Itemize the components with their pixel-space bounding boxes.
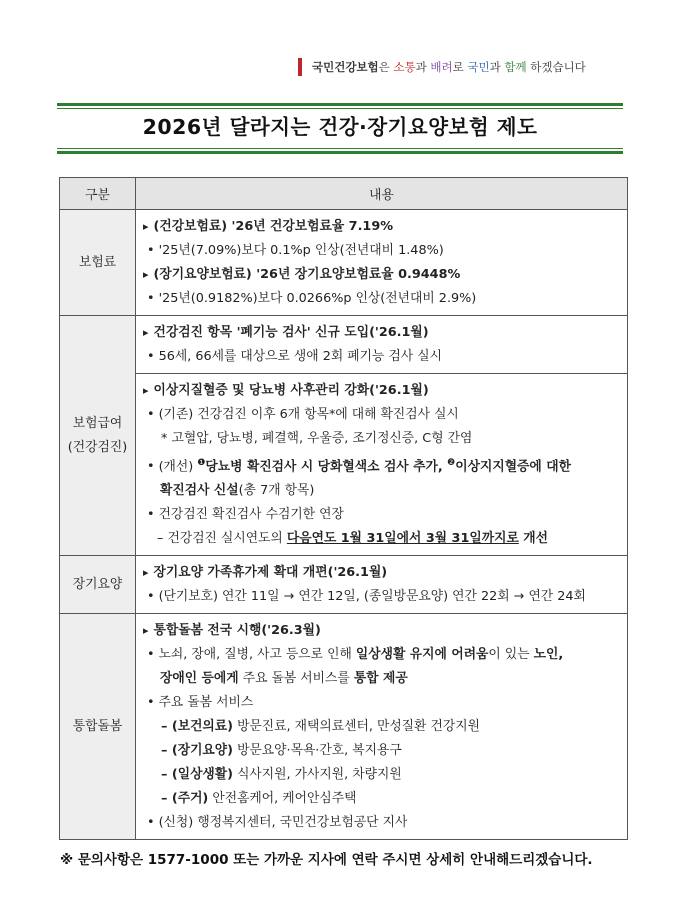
target-difficulty: 일상생활 유지에 어려움 <box>355 647 489 663</box>
followup-improvement-cont <box>143 479 621 503</box>
service-housing-text: 안전홈케어, 케어안심주택 <box>208 791 357 807</box>
target-integrated: 통합 제공 <box>353 671 408 687</box>
total-items: (총 7개 항목) <box>238 483 315 499</box>
deadline-detail <box>143 527 621 551</box>
circle-number-1: ❶ <box>197 458 206 468</box>
service-medical <box>143 715 621 739</box>
ltc-detail: • (단기보호) 연간 11일 → 연간 12일, (종일방문요양) 연간 22회 → 연간 24회 <box>143 585 621 609</box>
lung-test-detail: • 56세, 66세를 대상으로 생애 2회 폐기능 검사 실시 <box>143 345 621 369</box>
category-benefit-line1: 보험급여 <box>72 415 123 431</box>
followup-title: ▸ 이상지질혈증 및 당뇨병 사후관리 강화('26.1월) <box>143 379 621 403</box>
content-premium <box>136 210 628 316</box>
content-integrated <box>136 614 628 840</box>
target-mid: 이 있는 <box>488 647 534 663</box>
slogan-part: 로 <box>452 60 468 74</box>
row-benefit-b <box>60 374 628 556</box>
target-prefix: 노쇠, 장애, 질병, 사고 등으로 인해 <box>158 647 356 663</box>
row-integrated <box>60 614 628 840</box>
improvement-prefix: (개선) <box>158 459 198 475</box>
slogan-keyword-care: 배려 <box>430 60 453 74</box>
premium-ltc-rate: ▸ (장기요양보험료) '26년 장기요양보험료율 0.9448% <box>143 263 621 287</box>
application-info: • (신청) 행정복지센터, 국민건강보험공단 지사 <box>143 811 621 835</box>
service-ltc-label: – (장기요양) <box>161 743 233 759</box>
category-ltc: 장기요양 <box>60 556 136 614</box>
title-inner-border <box>57 108 623 149</box>
services-heading: • 주요 돌봄 서비스 <box>143 691 621 715</box>
page-title: 2026년 달라지는 건강·장기요양보험 제도 <box>142 115 538 139</box>
deadline-prefix: – 건강검진 실시연도의 <box>157 531 287 547</box>
lung-test-title: ▸ 건강검진 항목 '폐기능 검사' 신규 도입('26.1월) <box>143 321 621 345</box>
header-content: 내용 <box>136 178 628 210</box>
followup-improvement <box>143 451 621 479</box>
premium-health-rate: ▸ (건강보험료) '26년 건강보험료율 7.19% <box>143 215 621 239</box>
title-box <box>57 103 623 154</box>
slogan-part: 과 <box>489 60 505 74</box>
slogan-keyword-people: 국민 <box>467 60 490 74</box>
followup-existing: • (기존) 건강검진 이후 6개 항목*에 대해 확진검사 실시 <box>143 403 621 427</box>
premium-ltc-detail: • '25년(0.9182%)보다 0.0266%p 인상(전년대비 2.9%) <box>143 287 621 311</box>
improvement-lipid: 이상지지혈증에 대한 <box>455 459 571 475</box>
deadline-suffix: 개선 <box>518 531 548 547</box>
slogan-keyword-communication: 소통 <box>393 60 416 74</box>
slogan-brand: 국민건강보험 <box>312 60 379 74</box>
content-ltc <box>136 556 628 614</box>
service-housing-label: – (주거) <box>161 791 209 807</box>
improvement-diabetes: 당뇨병 확진검사 시 당화혈색소 검사 추가, <box>205 459 448 475</box>
service-medical-label: – (보건의료) <box>161 719 233 735</box>
content-diabetes-followup <box>136 374 628 556</box>
category-integrated: 통합돌봄 <box>60 614 136 840</box>
slogan-accent-bar <box>298 58 302 76</box>
service-medical-text: 방문진료, 재택의료센터, 만성질환 건강지원 <box>233 719 480 735</box>
policy-table <box>59 177 628 840</box>
integrated-target-cont <box>143 667 621 691</box>
new-confirm-test: 확진검사 신설 <box>160 483 239 499</box>
circle-number-2: ❷ <box>447 458 456 468</box>
integrated-target <box>143 643 621 667</box>
target-disabled: 장애인 등에게 <box>160 671 239 687</box>
service-daily-label: – (일상생활) <box>161 767 233 783</box>
service-housing <box>143 787 621 811</box>
service-daily-text: 식사지원, 가사지원, 차량지원 <box>233 767 402 783</box>
category-benefit <box>60 316 136 556</box>
category-benefit-line2: (건강검진) <box>67 439 128 455</box>
slogan-keyword-together: 함께 <box>504 60 527 74</box>
category-premium: 보험료 <box>60 210 136 316</box>
ltc-title: ▸ 장기요양 가족휴가제 확대 개편('26.1월) <box>143 561 621 585</box>
integrated-title: ▸ 통합돌봄 전국 시행('26.3월) <box>143 619 621 643</box>
deadline-extension: • 건강검진 확진검사 수검기한 연장 <box>143 503 621 527</box>
row-benefit-a <box>60 316 628 374</box>
premium-health-detail: • '25년(7.09%)보다 0.1%p 인상(전년대비 1.48%) <box>143 239 621 263</box>
content-lung-test <box>136 316 628 374</box>
slogan-part: 과 <box>415 60 431 74</box>
slogan-part: 은 <box>378 60 394 74</box>
slogan <box>298 57 638 79</box>
slogan-text <box>312 59 586 75</box>
target-elderly: 노인, <box>533 647 564 663</box>
target-services: 주요 돌봄 서비스를 <box>238 671 354 687</box>
header-category: 구분 <box>60 178 136 210</box>
footer-note: ※ 문의사항은 1577-1000 또는 가까운 지사에 연락 주시면 상세히 안내해드리겠습니다. <box>60 852 593 868</box>
row-ltc <box>60 556 628 614</box>
followup-existing-note: * 고혈압, 당뇨병, 폐결핵, 우울증, 조기정신증, C형 간염 <box>161 431 473 446</box>
row-premium <box>60 210 628 316</box>
service-ltc <box>143 739 621 763</box>
service-ltc-text: 방문요양·목욕·간호, 복지용구 <box>233 743 402 759</box>
service-daily <box>143 763 621 787</box>
table-header-row <box>60 178 628 210</box>
slogan-part: 하겠습니다 <box>526 60 586 74</box>
deadline-change: 다음연도 1월 31일에서 3월 31일까지로 <box>286 531 519 547</box>
